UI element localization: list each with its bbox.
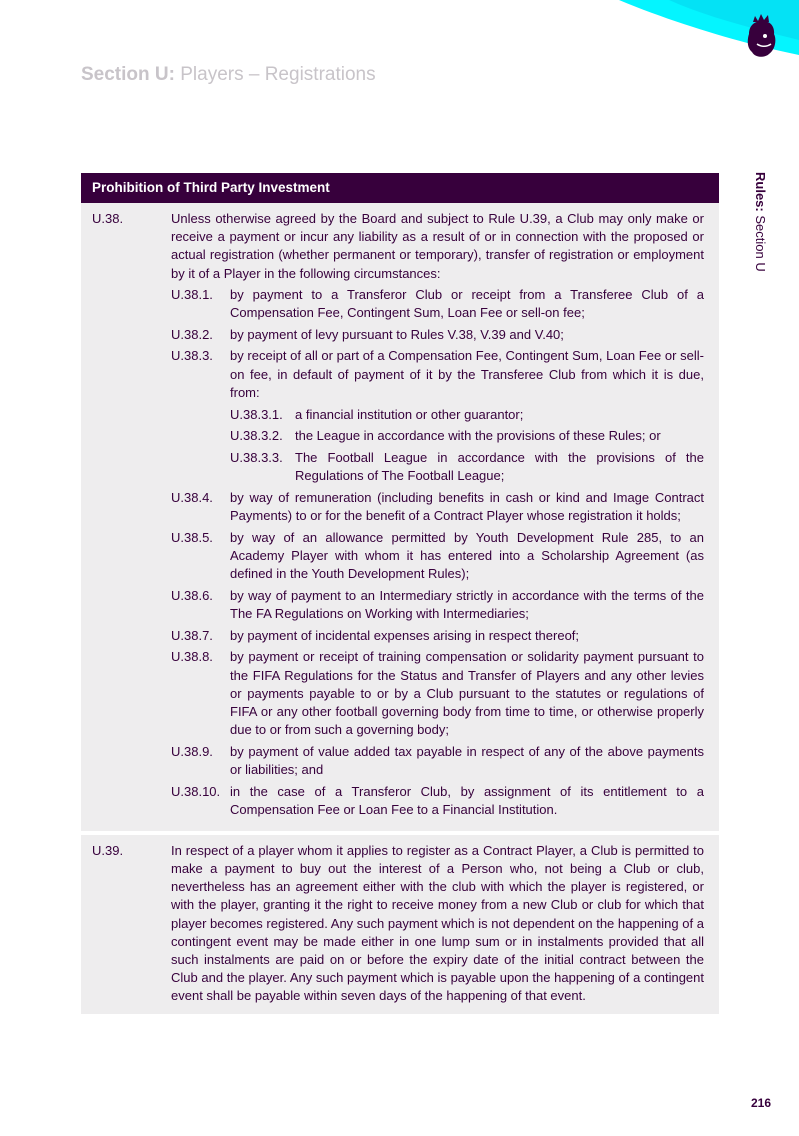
premier-league-lion-icon <box>741 14 781 62</box>
sub-rule <box>92 587 704 623</box>
sub-rule-number: U.38.8. <box>171 649 213 665</box>
sub-rule <box>92 743 704 779</box>
sub-sub-rule-number: U.38.3.1. <box>230 406 283 422</box>
sub-rule-number: U.38.1. <box>171 286 213 302</box>
sub-rule-text: by receipt of all or part of a Compensation Fee, Contingent Sum, Loan Fee or sell-on fee, in default of payment of it by the Transferee Club from which it is due, from: <box>230 348 704 400</box>
sub-rule-list <box>92 286 704 819</box>
sub-rule-text: by payment of incidental expenses arising in respect thereof; <box>230 627 580 643</box>
sub-rule <box>92 286 704 322</box>
sub-rule-number: U.38.5. <box>171 529 213 545</box>
sub-sub-rule-number: U.38.3.3. <box>230 449 283 465</box>
sub-sub-rule-text: the League in accordance with the provisions of these Rules; or <box>295 428 661 444</box>
section-title <box>81 64 376 86</box>
sub-rule-text: by way of remuneration (including benefits in cash or kind and Image Contract Payments) to or for the benefit of a Contract Player whose registration it holds; <box>230 489 704 524</box>
sub-sub-rule <box>92 427 704 445</box>
sub-rule-text: by way of an allowance permitted by Youth Development Rule 285, to an Academy Player with whom it has entered into a Scholarship Agreement (as defined in the Youth Development Rules); <box>230 529 704 582</box>
sub-rule-number: U.38.2. <box>171 326 213 342</box>
sub-rule <box>92 627 704 645</box>
sub-rule-number: U.38.7. <box>171 627 213 643</box>
rule-number: U.38. <box>92 211 124 226</box>
sub-sub-rule-text: The Football League in accordance with the provisions of the Regulations of The Football League; <box>295 449 704 484</box>
sub-rule-text: by payment to a Transferor Club or receipt from a Transferee Club of a Compensation Fee, Contingent Sum, Loan Fee or sell-on fee; <box>230 286 704 321</box>
side-rules-label <box>753 172 768 272</box>
sub-rule-number: U.38.3. <box>171 348 213 364</box>
sub-rule-text: by payment or receipt of training compensation or solidarity payment pursuant to the FIFA Regulations for the Status and Transfer of Players and any other levies or payments payable to or by a Club pursuant to the statutes or regulations of FIFA or any other football governing body from time to time, or otherwise properly due to or from such a governing body; <box>230 649 704 738</box>
rules-table <box>81 173 719 1014</box>
sub-rule-number: U.38.9. <box>171 743 213 759</box>
side-label-rest: Section U <box>753 211 768 272</box>
rule-text: Unless otherwise agreed by the Board and subject to Rule U.39, a Club may only make or receive a payment or incur any liability as a result of or in connection with the proposed or actual registration (whether permanent or temporary), transfer of registration or employment by it of a Player in the following circumstances: <box>171 211 704 281</box>
sub-rule-text: by payment of value added tax payable in respect of any of the above payments or liabilities; and <box>230 743 704 778</box>
sub-rule-number: U.38.10. <box>171 783 221 799</box>
sub-sub-rule <box>92 449 704 485</box>
sub-rule-number: U.38.6. <box>171 587 213 603</box>
section-title-bold: Section U: <box>81 64 175 85</box>
sub-sub-rule <box>92 406 704 424</box>
sub-rule-text: in the case of a Transferor Club, by assignment of its entitlement to a Compensation Fee or Loan Fee to a Financial Institution. <box>230 783 704 818</box>
rule-number: U.39. <box>92 842 124 858</box>
sub-rule-text: by way of payment to an Intermediary strictly in accordance with the terms of the The FA Regulations on Working with Intermediaries; <box>230 587 704 622</box>
sub-rule <box>92 648 704 739</box>
sub-rule <box>92 783 704 819</box>
sub-rule-text: by payment of levy pursuant to Rules V.38, V.39 and V.40; <box>230 326 564 342</box>
sub-rule <box>92 326 704 344</box>
sub-rule-number: U.38.4. <box>171 489 213 505</box>
table-header: Prohibition of Third Party Investment <box>81 173 719 203</box>
sub-rule <box>92 489 704 525</box>
sub-sub-rule-number: U.38.3.2. <box>230 428 283 444</box>
rule-row-u39 <box>81 835 719 1014</box>
rule-row-u38 <box>81 203 719 831</box>
rule-text: In respect of a player whom it applies to register as a Contract Player, a Club is permitted to make a payment to buy out the interest of a Person who, not being a Club or club, nevertheless has an agreement either with the club with which the player is registered, or with the player, granting it the right to receive money from a new Club or club for which that player becomes registered. Any such payment which is not dependent on the happening of a contingent event may be made either in one lump sum or in instalments provided that all such instalments are paid on or before the expiry date of the initial contract between the Club and the player. Any such payment which is payable upon the happening of a contingent event shall be payable within seven days of the happening of that event. <box>171 842 704 1004</box>
section-title-rest: Players – Registrations <box>174 64 376 85</box>
side-label-bold: Rules: <box>753 172 768 212</box>
sub-sub-rule-text: a financial institution or other guarantor; <box>295 406 524 422</box>
page-number: 216 <box>750 1096 771 1110</box>
sub-rule <box>92 347 704 402</box>
sub-rule <box>92 529 704 584</box>
